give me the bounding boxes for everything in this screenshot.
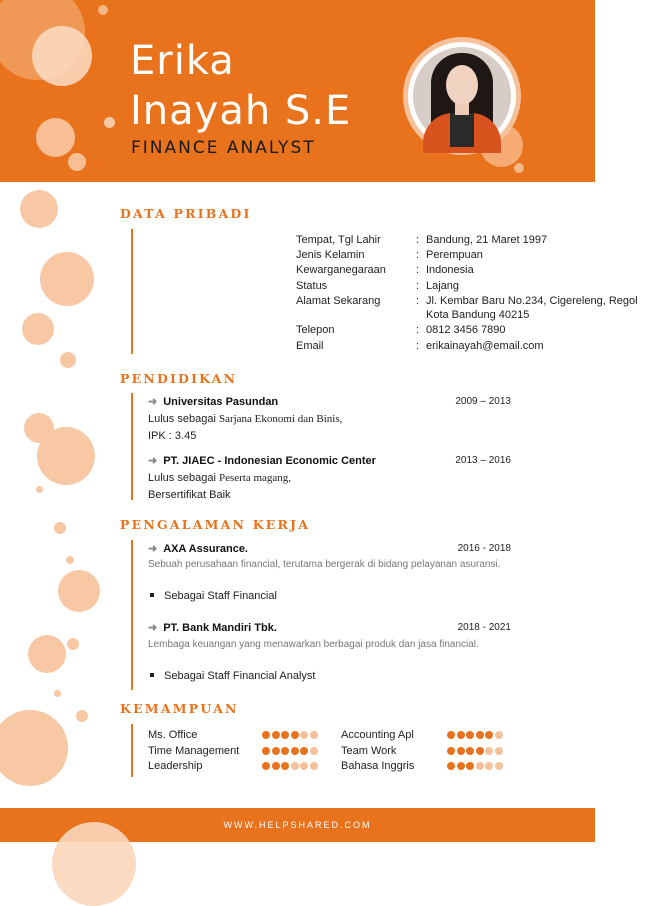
institution-name: PT. JIAEC - Indonesian Economic Center xyxy=(163,455,376,467)
info-value: Kota Bandung 40215 xyxy=(426,309,530,321)
decor-circle xyxy=(60,352,76,368)
rating-dot-empty xyxy=(495,747,503,755)
section-rule xyxy=(131,724,133,777)
rating-dot-empty xyxy=(310,762,318,770)
rating-dot-empty xyxy=(310,747,318,755)
info-colon: : xyxy=(416,280,420,292)
rating-dot-filled xyxy=(300,747,308,755)
rating-dot-filled xyxy=(281,731,289,739)
first-name: Erika xyxy=(130,38,235,84)
skill-rating xyxy=(262,747,318,755)
info-colon: : xyxy=(416,234,420,246)
skill-name: Accounting Apl xyxy=(341,729,414,741)
job-years: 2016 - 2018 xyxy=(457,543,511,554)
company-name: PT. Bank Mandiri Tbk. xyxy=(163,622,277,634)
skill-name: Leadership xyxy=(148,760,203,772)
rating-dot-filled xyxy=(262,762,270,770)
rating-dot-filled xyxy=(457,762,465,770)
education-institution xyxy=(148,395,278,408)
rating-dot-empty xyxy=(300,762,308,770)
skill-rating xyxy=(262,731,318,739)
rating-dot-empty xyxy=(485,762,493,770)
job-role xyxy=(150,590,277,602)
rating-dot-filled xyxy=(476,731,484,739)
info-label: Email xyxy=(296,340,324,352)
desc-text: IPK : 3.45 xyxy=(148,429,197,442)
decor-circle xyxy=(58,570,100,612)
info-colon: : xyxy=(416,324,420,336)
info-value: 0812 3456 7890 xyxy=(426,324,506,336)
desc-text: Lulus sebagai xyxy=(148,472,219,484)
info-value: Bandung, 21 Maret 1997 xyxy=(426,234,548,246)
rating-dot-filled xyxy=(272,731,280,739)
decor-circle xyxy=(20,190,58,228)
info-label: Alamat Sekarang xyxy=(296,295,381,307)
footer-banner xyxy=(0,808,595,842)
decor-circle xyxy=(36,486,43,493)
job-company xyxy=(148,542,248,555)
desc-text: Lulus sebagai xyxy=(148,413,219,425)
job-description: Lembaga keuangan yang menawarkan berbagai produk dan jasa financial. xyxy=(148,639,479,650)
job-role xyxy=(150,670,315,682)
section-title-education: PENDIDIKAN xyxy=(120,371,238,386)
decor-circle xyxy=(54,522,66,534)
rating-dot-empty xyxy=(310,731,318,739)
education-description xyxy=(148,411,342,444)
institution-name: Universitas Pasundan xyxy=(163,396,279,408)
decor-circle xyxy=(0,710,68,786)
decor-circle xyxy=(28,635,66,673)
skill-rating xyxy=(447,762,503,770)
decor-circle xyxy=(66,556,74,564)
section-title-personal: DATA PRIBADI xyxy=(120,206,252,221)
skill-rating xyxy=(447,747,503,755)
arrow-right-icon: ➜ xyxy=(148,543,158,555)
info-label: Tempat, Tgl Lahir xyxy=(296,234,381,246)
desc-text: Peserta magang, xyxy=(218,472,292,484)
info-label: Status xyxy=(296,280,328,292)
rating-dot-filled xyxy=(447,731,455,739)
rating-dot-filled xyxy=(281,747,289,755)
info-label: Telepon xyxy=(296,324,335,336)
skill-name: Time Management xyxy=(148,745,240,757)
rating-dot-filled xyxy=(447,762,455,770)
decor-circle xyxy=(37,427,95,485)
company-name: AXA Assurance. xyxy=(163,543,248,555)
header-banner xyxy=(0,0,595,182)
job-company xyxy=(148,621,277,634)
desc-text: Sarjana Ekonomi dan Binis, xyxy=(218,413,343,425)
rating-dot-filled xyxy=(466,762,474,770)
education-years: 2009 – 2013 xyxy=(455,396,511,407)
rating-dot-filled xyxy=(281,762,289,770)
rating-dot-filled xyxy=(272,762,280,770)
rating-dot-filled xyxy=(485,731,493,739)
education-institution xyxy=(148,454,376,467)
job-years: 2018 - 2021 xyxy=(457,622,511,633)
info-colon: : xyxy=(416,264,420,276)
rating-dot-empty xyxy=(485,747,493,755)
arrow-right-icon: ➜ xyxy=(148,622,158,634)
education-description xyxy=(148,470,291,503)
info-colon: : xyxy=(416,340,420,352)
rating-dot-empty xyxy=(476,762,484,770)
role-text: Sebagai Staff Financial xyxy=(164,590,277,602)
rating-dot-filled xyxy=(457,731,465,739)
job-description: Sebuah perusahaan financial, terutama bergerak di bidang pelayanan asuransi. xyxy=(148,559,501,570)
decor-circle xyxy=(67,638,79,650)
rating-dot-filled xyxy=(291,731,299,739)
decor-circle xyxy=(54,690,61,697)
info-colon: : xyxy=(416,249,420,261)
info-value: Perempuan xyxy=(426,249,483,261)
skill-rating xyxy=(262,762,318,770)
rating-dot-filled xyxy=(466,747,474,755)
rating-dot-filled xyxy=(476,747,484,755)
rating-dot-filled xyxy=(262,747,270,755)
info-colon: : xyxy=(416,295,420,307)
rating-dot-filled xyxy=(447,747,455,755)
decor-circle xyxy=(40,252,94,306)
decor-circle xyxy=(22,313,54,345)
section-rule xyxy=(131,540,133,690)
info-value: Jl. Kembar Baru No.234, Cigereleng, Regol xyxy=(426,295,638,307)
section-rule xyxy=(131,229,133,354)
info-value: Lajang xyxy=(426,280,460,292)
info-value: erikainayah@email.com xyxy=(426,340,544,352)
decor-bubble xyxy=(36,118,75,157)
skill-name: Bahasa Inggris xyxy=(341,760,415,772)
info-value: Indonesia xyxy=(426,264,474,276)
rating-dot-empty xyxy=(495,762,503,770)
desc-text: Bersertifikat Baik xyxy=(148,488,231,501)
skill-name: Ms. Office xyxy=(148,729,198,741)
footer-website: WWW.HELPSHARED.COM xyxy=(223,820,372,830)
rating-dot-filled xyxy=(466,731,474,739)
section-title-skills: KEMAMPUAN xyxy=(120,701,239,716)
info-label: Kewarganegaraan xyxy=(296,264,386,276)
last-name: Inayah S.E xyxy=(130,88,352,134)
rating-dot-filled xyxy=(262,731,270,739)
rating-dot-empty xyxy=(495,731,503,739)
decor-bubble xyxy=(52,822,136,906)
rating-dot-empty xyxy=(291,762,299,770)
decor-bubble xyxy=(514,163,524,173)
arrow-right-icon: ➜ xyxy=(148,455,158,467)
section-rule xyxy=(131,393,133,500)
rating-dot-filled xyxy=(457,747,465,755)
rating-dot-filled xyxy=(291,747,299,755)
profile-photo xyxy=(413,47,511,145)
skill-rating xyxy=(447,731,503,739)
decor-bubble xyxy=(98,5,108,15)
education-years: 2013 – 2016 xyxy=(455,455,511,466)
decor-circle xyxy=(76,710,88,722)
info-label: Jenis Kelamin xyxy=(296,249,365,261)
skill-name: Team Work xyxy=(341,745,397,757)
job-title: FINANCE ANALYST xyxy=(131,138,316,158)
arrow-right-icon: ➜ xyxy=(148,396,158,408)
rating-dot-empty xyxy=(300,731,308,739)
decor-bubble xyxy=(104,117,115,128)
decor-bubble xyxy=(32,26,92,86)
section-title-experience: PENGALAMAN KERJA xyxy=(120,517,311,532)
rating-dot-filled xyxy=(272,747,280,755)
role-text: Sebagai Staff Financial Analyst xyxy=(164,670,316,682)
